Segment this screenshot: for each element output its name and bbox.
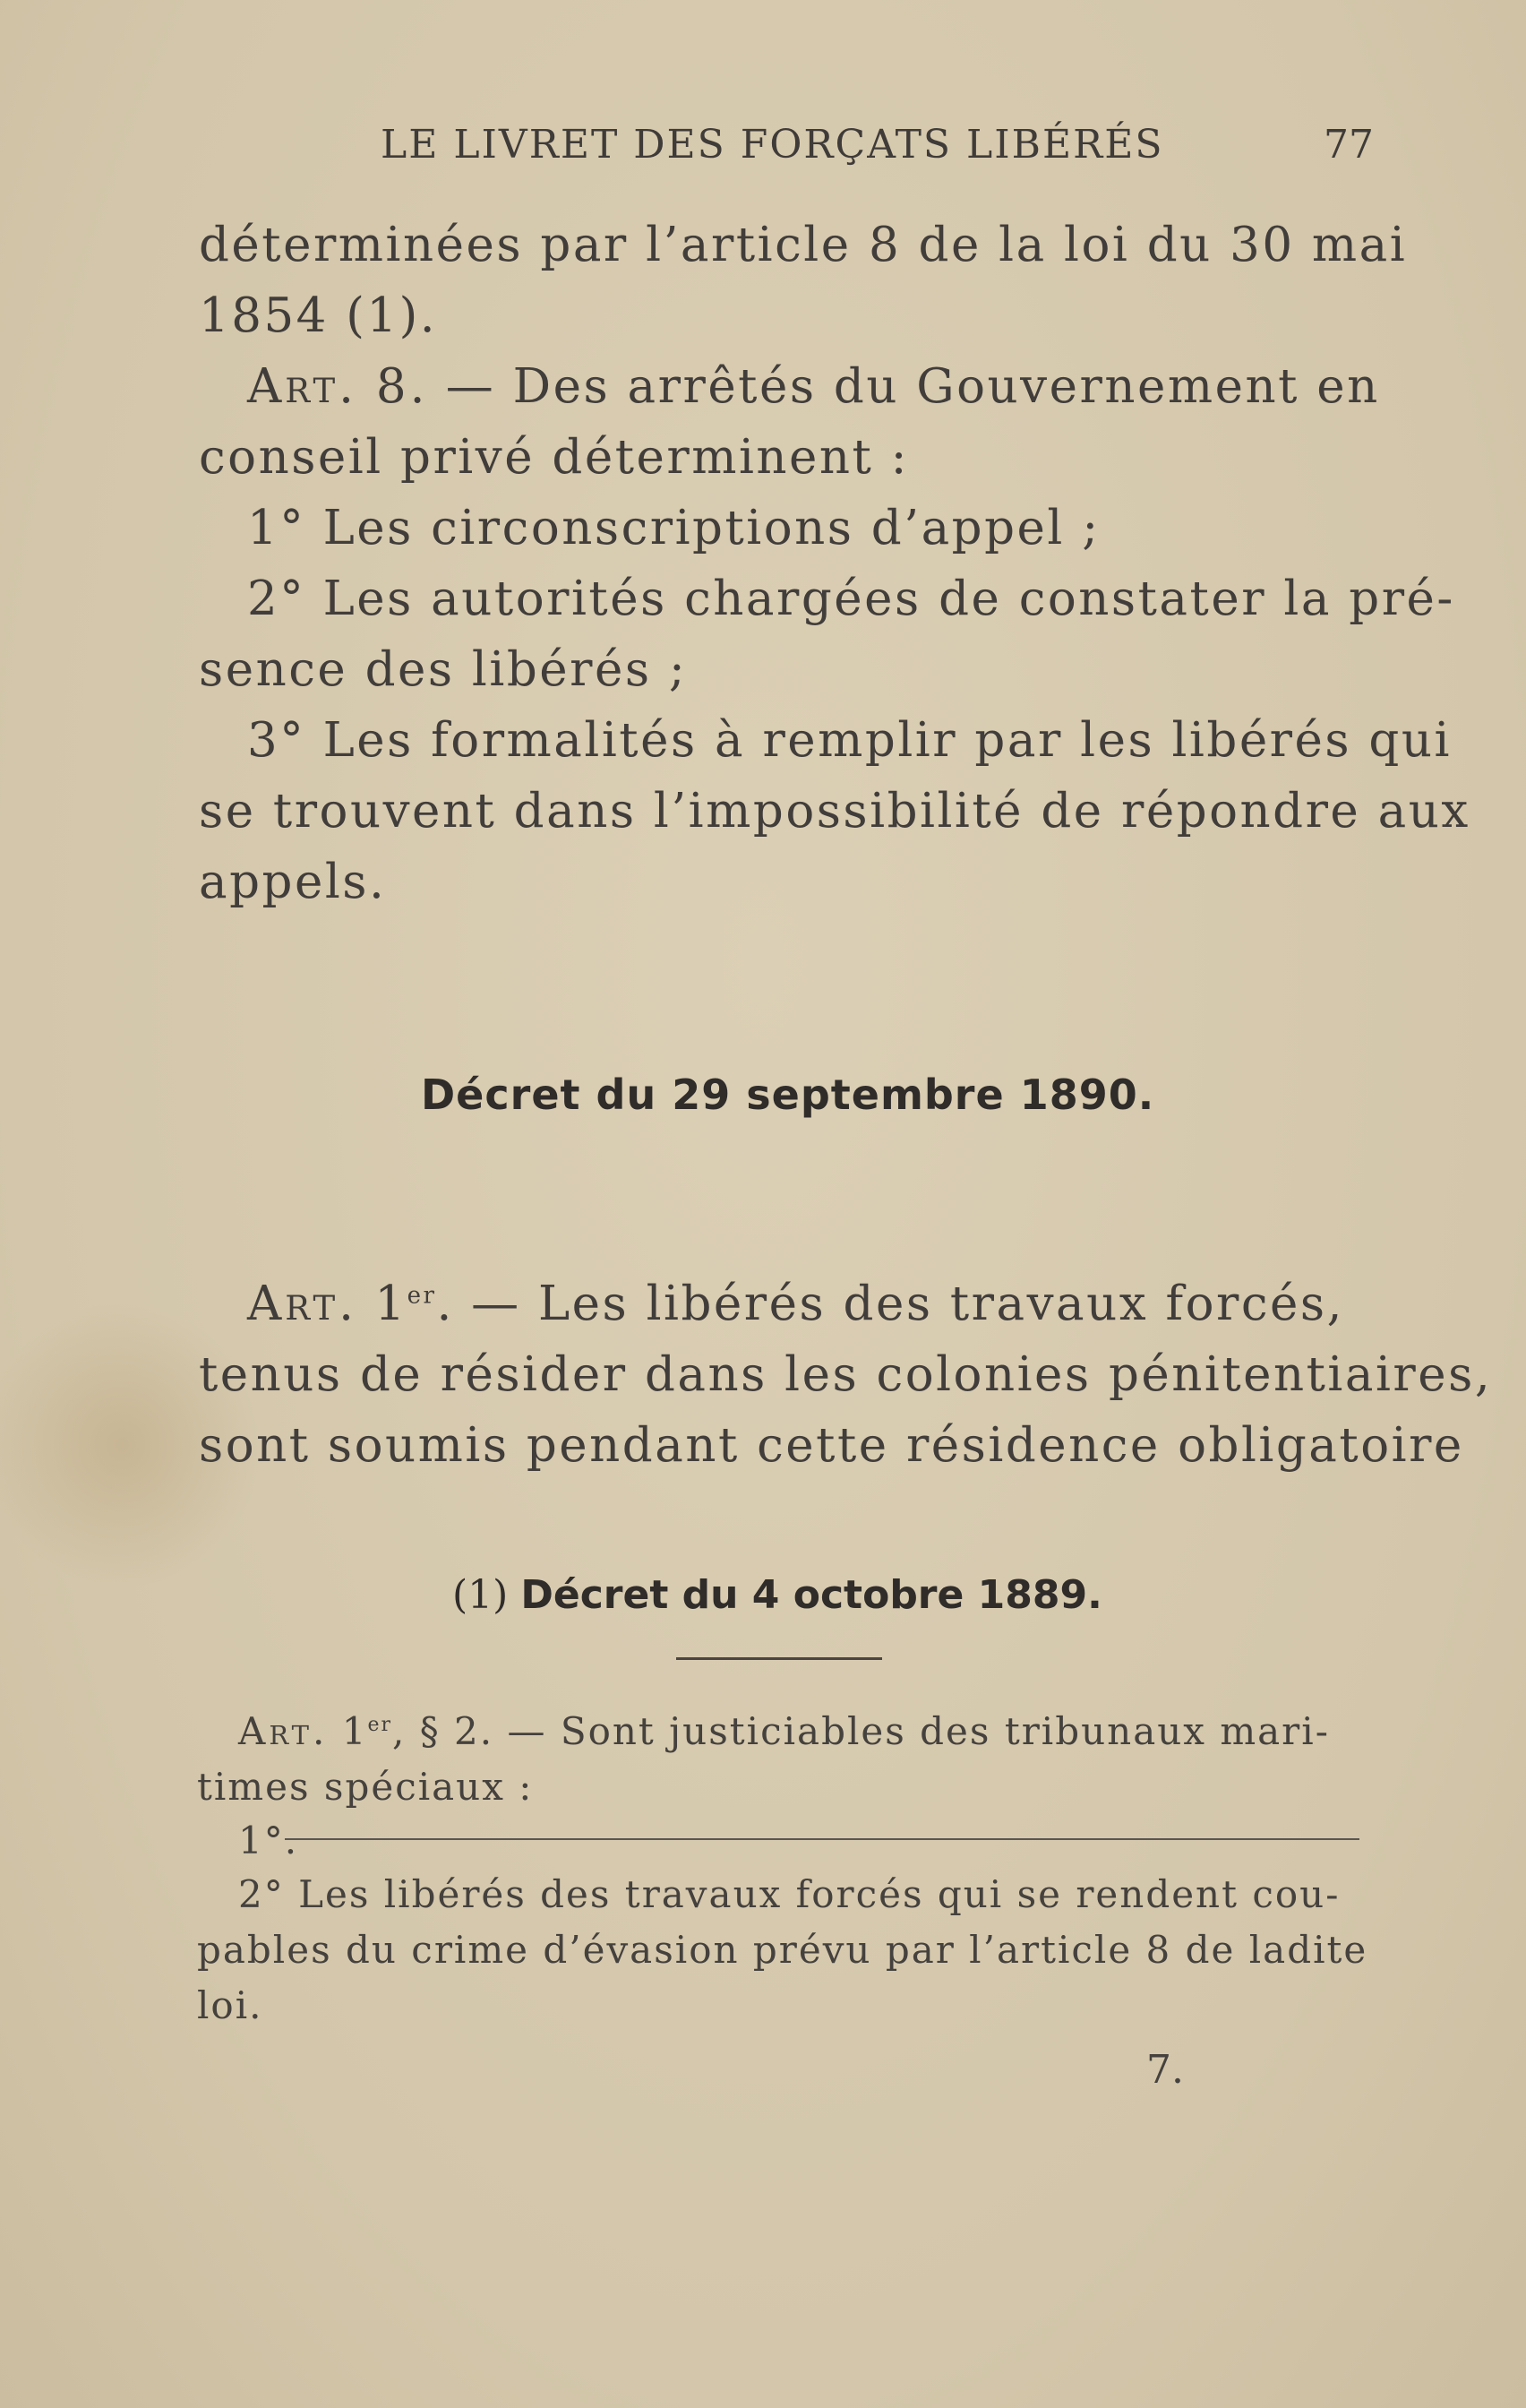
- body-line: tenus de résider dans les colonies pénitentiaires,: [199, 1347, 1493, 1402]
- body-line: déterminées par l’article 8 de la loi du 30 mai: [199, 218, 1408, 272]
- list-item: 1° Les circonscriptions d’appel ;: [247, 501, 1101, 555]
- section-heading: Décret du 29 septembre 1890.: [421, 1071, 1155, 1119]
- article-8-text: — Des arrêtés du Gouvernement en: [445, 359, 1380, 414]
- article-8-line: [247, 359, 1380, 414]
- article-8-label: Art. 8.: [247, 359, 429, 414]
- article-1-text: . — Les libérés des travaux forcés,: [436, 1277, 1344, 1331]
- footnote-article-text: , § 2. — Sont justiciables des tribunaux mari-: [392, 1709, 1330, 1753]
- footnote-divider: [676, 1657, 882, 1660]
- footnote-line: 1°.: [238, 1819, 299, 1862]
- footnote-line: times spéciaux :: [197, 1765, 534, 1809]
- footnote-article-line: [238, 1709, 1330, 1753]
- list-item: 2° Les autorités chargées de constater la pré-: [247, 572, 1455, 626]
- article-1-line: [247, 1277, 1344, 1331]
- signature-mark: 7.: [1146, 2047, 1184, 2093]
- footnote-marker: (1): [452, 1572, 509, 1618]
- leader-rule: [285, 1838, 1359, 1840]
- footnote-article-superscript: er: [367, 1714, 392, 1736]
- footnote-article-number: 1: [341, 1709, 368, 1753]
- footnote-title-text: Décret du 4 octobre 1889.: [520, 1572, 1102, 1618]
- article-1-superscript: er: [407, 1282, 437, 1310]
- body-line: conseil privé déterminent :: [199, 430, 910, 485]
- body-line: se trouvent dans l’impossibilité de répondre aux: [199, 784, 1470, 838]
- running-header: LE LIVRET DES FORÇATS LIBÉRÉS: [381, 122, 1164, 168]
- page-number: 77: [1324, 122, 1374, 168]
- footnote-line: 2° Les libérés des travaux forcés qui se rendent cou-: [238, 1872, 1341, 1916]
- body-line: sence des libérés ;: [199, 642, 688, 697]
- footnote-article-label: Art.: [238, 1709, 329, 1753]
- body-line: sont soumis pendant cette résidence obligatoire: [199, 1418, 1464, 1473]
- footnote-title: [452, 1572, 1102, 1618]
- footnote-line: pables du crime d’évasion prévu par l’article 8 de ladite: [197, 1928, 1368, 1972]
- article-1-label: Art.: [247, 1277, 358, 1331]
- footnote-line: loi.: [197, 1983, 263, 2027]
- list-item: 3° Les formalités à remplir par les libérés qui: [247, 713, 1452, 768]
- body-line: appels.: [199, 855, 387, 909]
- body-line: 1854 (1).: [199, 288, 438, 343]
- article-1-number: 1: [374, 1277, 407, 1331]
